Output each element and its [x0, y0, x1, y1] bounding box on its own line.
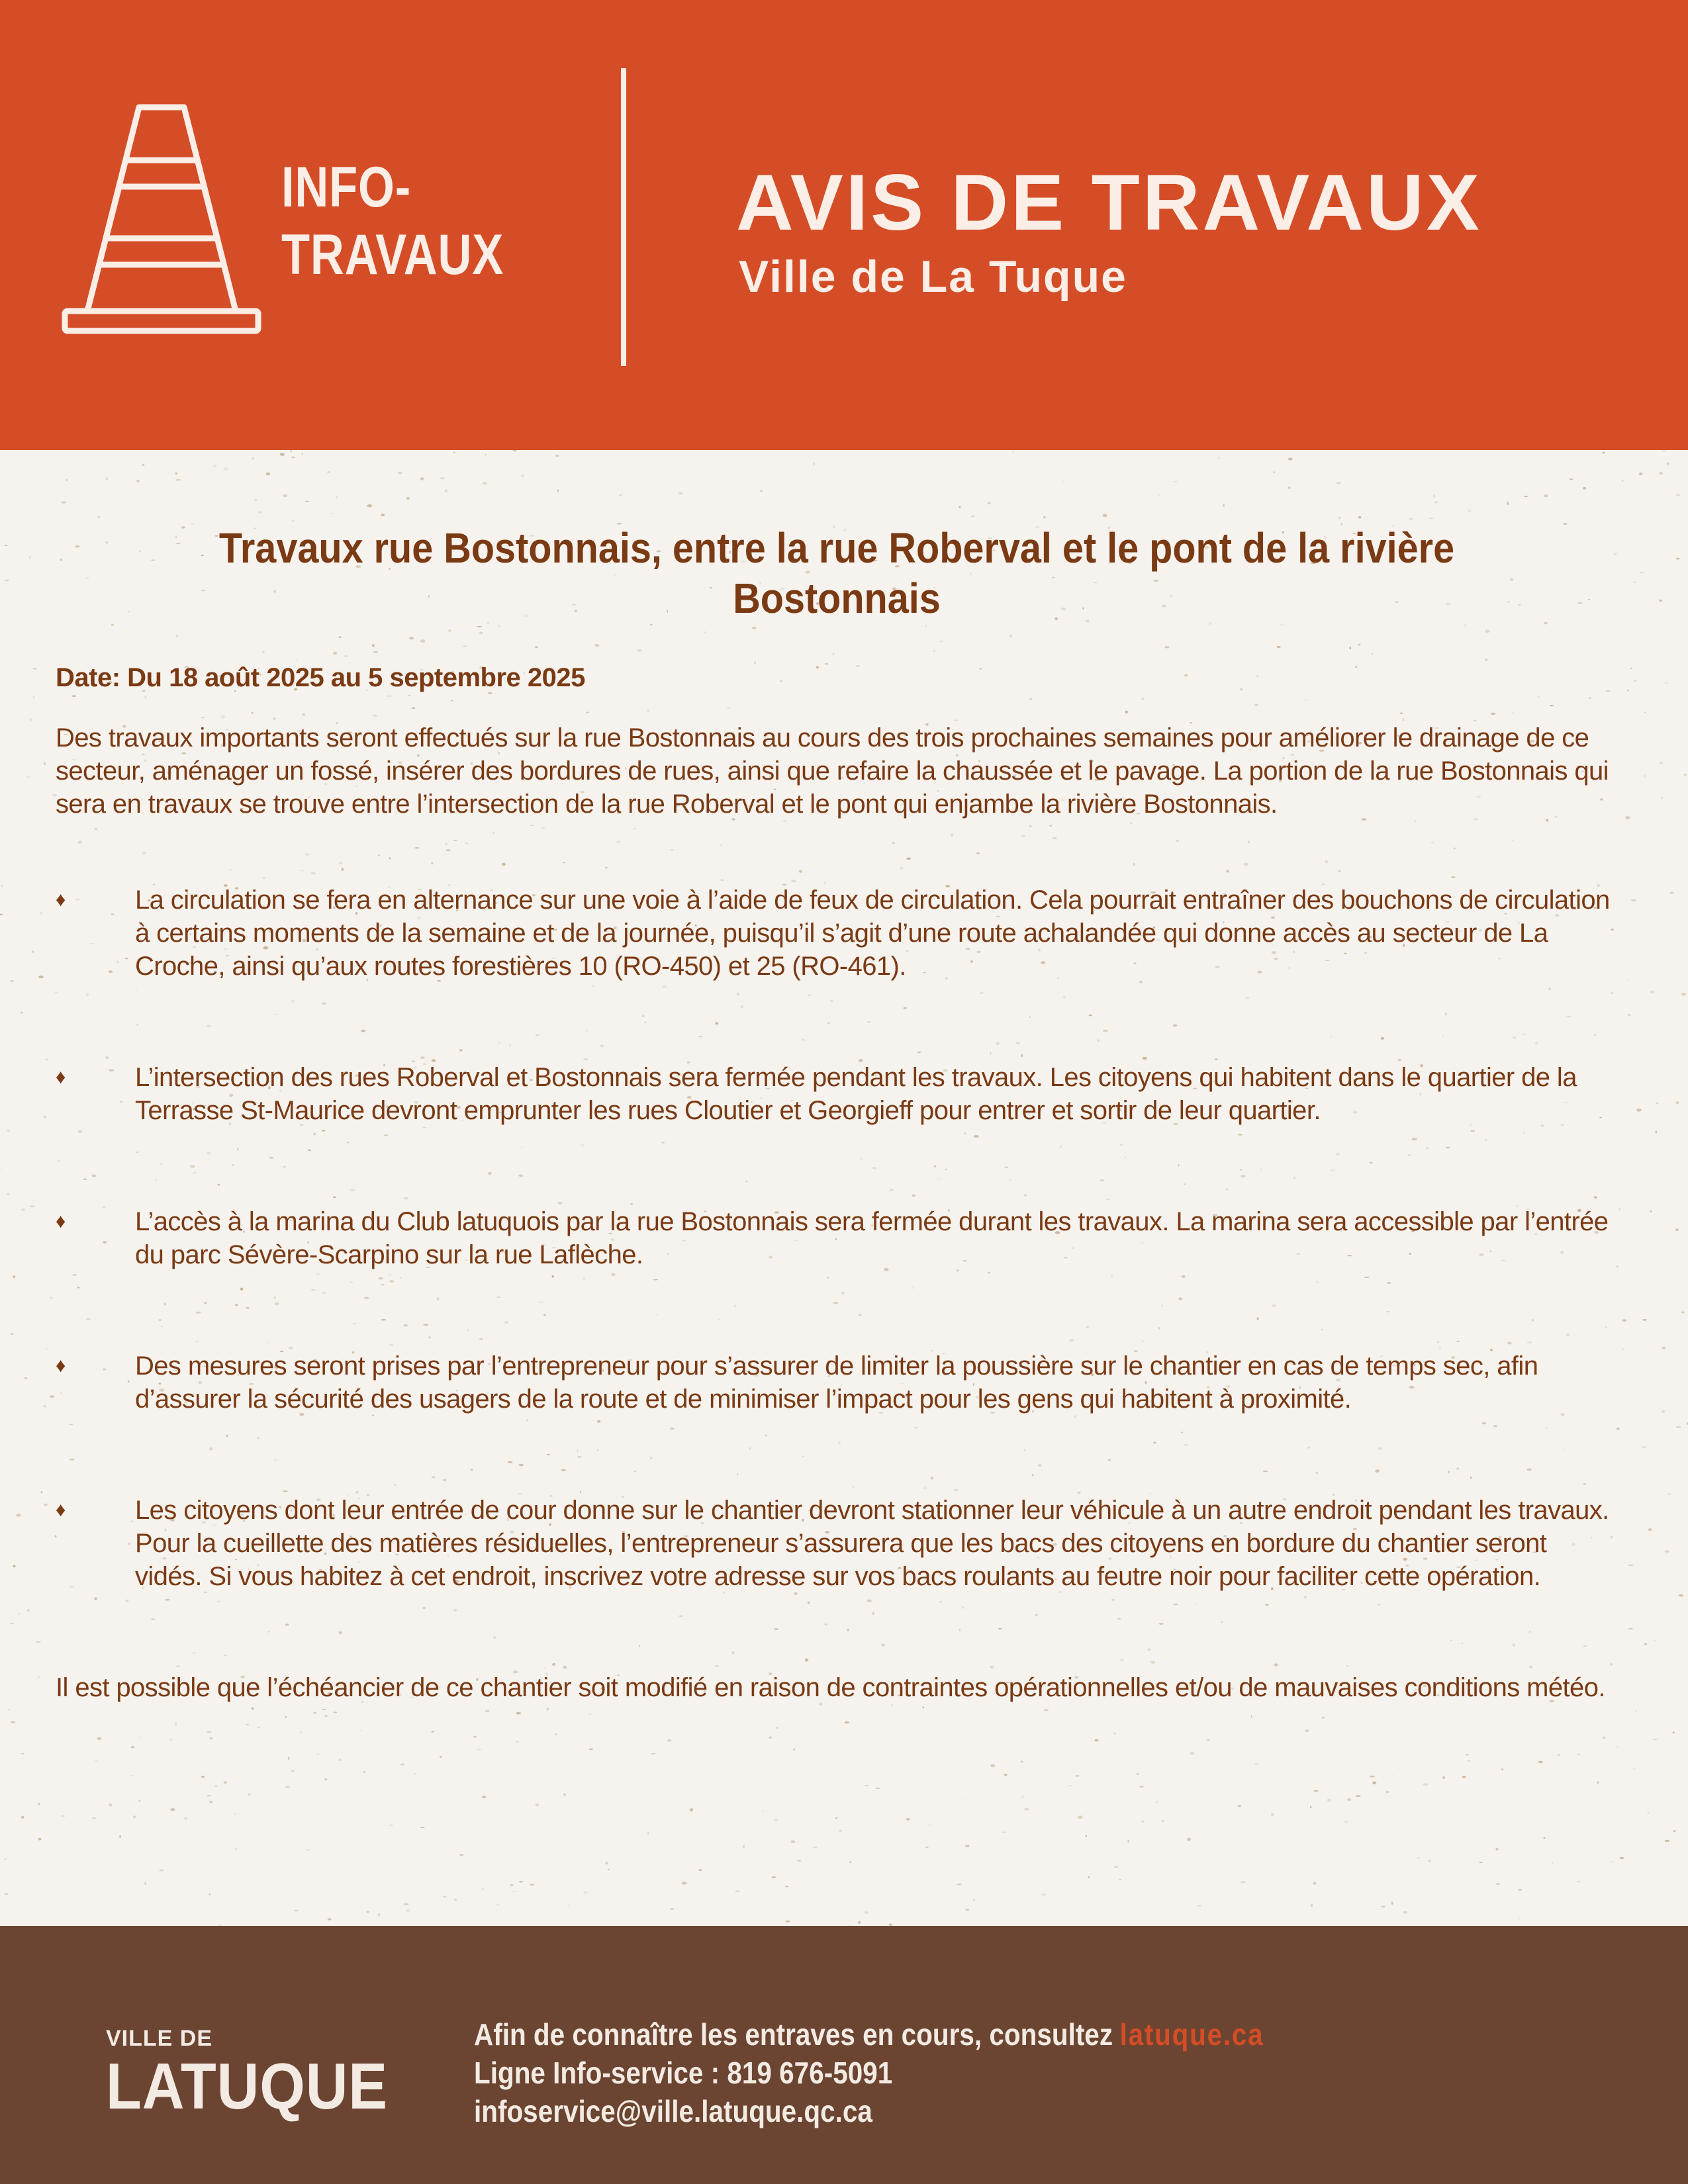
- bullet-text: La circulation se fera en alternance sur une voie à l’aide de feux de circulation. Cela pourrait entraîner des bouchons de circulation à certains moments de la semaine et de la journée, puisqu’il s’agit d’une route achalandée qui donne accès au secteur de La Croche, ainsi qu’aux routes forestières 10 (RO-450) et 25 (RO-461).: [135, 886, 1610, 981]
- header-banner: [0, 0, 1688, 450]
- notice-closing: Il est possible que l’échéancier de ce chantier soit modifié en raison de contraintes opérationnelles et/ou de mauvaises conditions météo.: [56, 1673, 1605, 1702]
- notice-bullet-list: [56, 884, 1618, 1593]
- diamond-bullet-icon: ♦: [56, 1355, 66, 1377]
- bullet-item: [56, 1205, 1618, 1271]
- footer-entraves-text: Afin de connaître les entraves en cours, consultez: [474, 2017, 1113, 2052]
- logo-big-text: LATUQUE: [106, 2050, 389, 2122]
- bullet-text: Des mesures seront prises par l’entrepreneur pour s’assurer de limiter la poussière sur le chantier en cas de temps sec, afin d’assurer la sécurité des usagers de la route et de minimiser l’impact pour les gens qui habitent à proximité.: [135, 1351, 1538, 1414]
- diamond-bullet-icon: ♦: [56, 1499, 66, 1521]
- website-link[interactable]: latuque.ca: [1119, 2017, 1264, 2052]
- traffic-cone-icon: [60, 99, 265, 338]
- footer-email[interactable]: infoservice@ville.latuque.qc.ca: [474, 2094, 872, 2128]
- diamond-bullet-icon: ♦: [56, 889, 66, 911]
- footer-line-entraves: [474, 2015, 1264, 2054]
- bullet-item: [56, 1494, 1618, 1593]
- page-subtitle: Ville de La Tuque: [739, 251, 1127, 302]
- footer-contact: [474, 2015, 1264, 2130]
- notice-date: Date: Du 18 août 2025 au 5 septembre 2025: [56, 663, 585, 692]
- notice-title: Travaux rue Bostonnais, entre la rue Roberval et le pont de la rivière Bostonnais: [218, 524, 1455, 622]
- info-travaux-badge: [281, 154, 504, 289]
- bullet-item: [56, 884, 1618, 983]
- logo-small-text: VILLE DE: [106, 2026, 213, 2051]
- header-divider: [621, 68, 626, 366]
- diamond-bullet-icon: ♦: [56, 1210, 66, 1232]
- bullet-item: [56, 1349, 1618, 1416]
- bullet-text: Les citoyens dont leur entrée de cour donne sur le chantier devront stationner leur véhicule à un autre endroit pendant les travaux. Pour la cueillette des matières résiduelles, l’entrepreneur s’assurera que les bacs des citoyens en bordure du chantier seront vidés. Si vous habitez à cet endroit, inscrivez votre adresse sur vos bacs roulants au feutre noir pour faciliter cette opération.: [135, 1496, 1609, 1591]
- badge-line-2: TRAVAUX: [281, 223, 504, 287]
- page-title: AVIS DE TRAVAUX: [736, 158, 1482, 247]
- bullet-item: [56, 1061, 1618, 1127]
- notice-intro: Des travaux importants seront effectués sur la rue Bostonnais au cours des trois prochaines semaines pour améliorer le drainage de ce secteur, aménager un fossé, insérer des bordures de rues, ainsi que refaire la chaussée et le pavage. La portion de la rue Bostonnais qui sera en travaux se trouve entre l’intersection de la rue Roberval et le pont qui enjambe la rivière Bostonnais.: [56, 723, 1609, 819]
- footer-phone: Ligne Info-service : 819 676-5091: [474, 2056, 893, 2090]
- footer: [0, 1926, 1688, 2184]
- diamond-bullet-icon: ♦: [56, 1066, 66, 1088]
- bullet-text: L’accès à la marina du Club latuquois par la rue Bostonnais sera fermée durant les travaux. La marina sera accessible par l’entrée du parc Sévère-Scarpino sur la rue Laflèche.: [135, 1207, 1609, 1269]
- bullet-text: L’intersection des rues Roberval et Bostonnais sera fermée pendant les travaux. Les citoyens qui habitent dans le quartier de la Terrasse St-Maurice devront emprunter les rues Cloutier et Georgieff pour entrer et sortir de leur quartier.: [135, 1063, 1577, 1125]
- notice-content: [56, 510, 1618, 1731]
- ville-de-la-tuque-logo: [106, 2025, 419, 2120]
- badge-line-1: INFO-: [281, 156, 412, 219]
